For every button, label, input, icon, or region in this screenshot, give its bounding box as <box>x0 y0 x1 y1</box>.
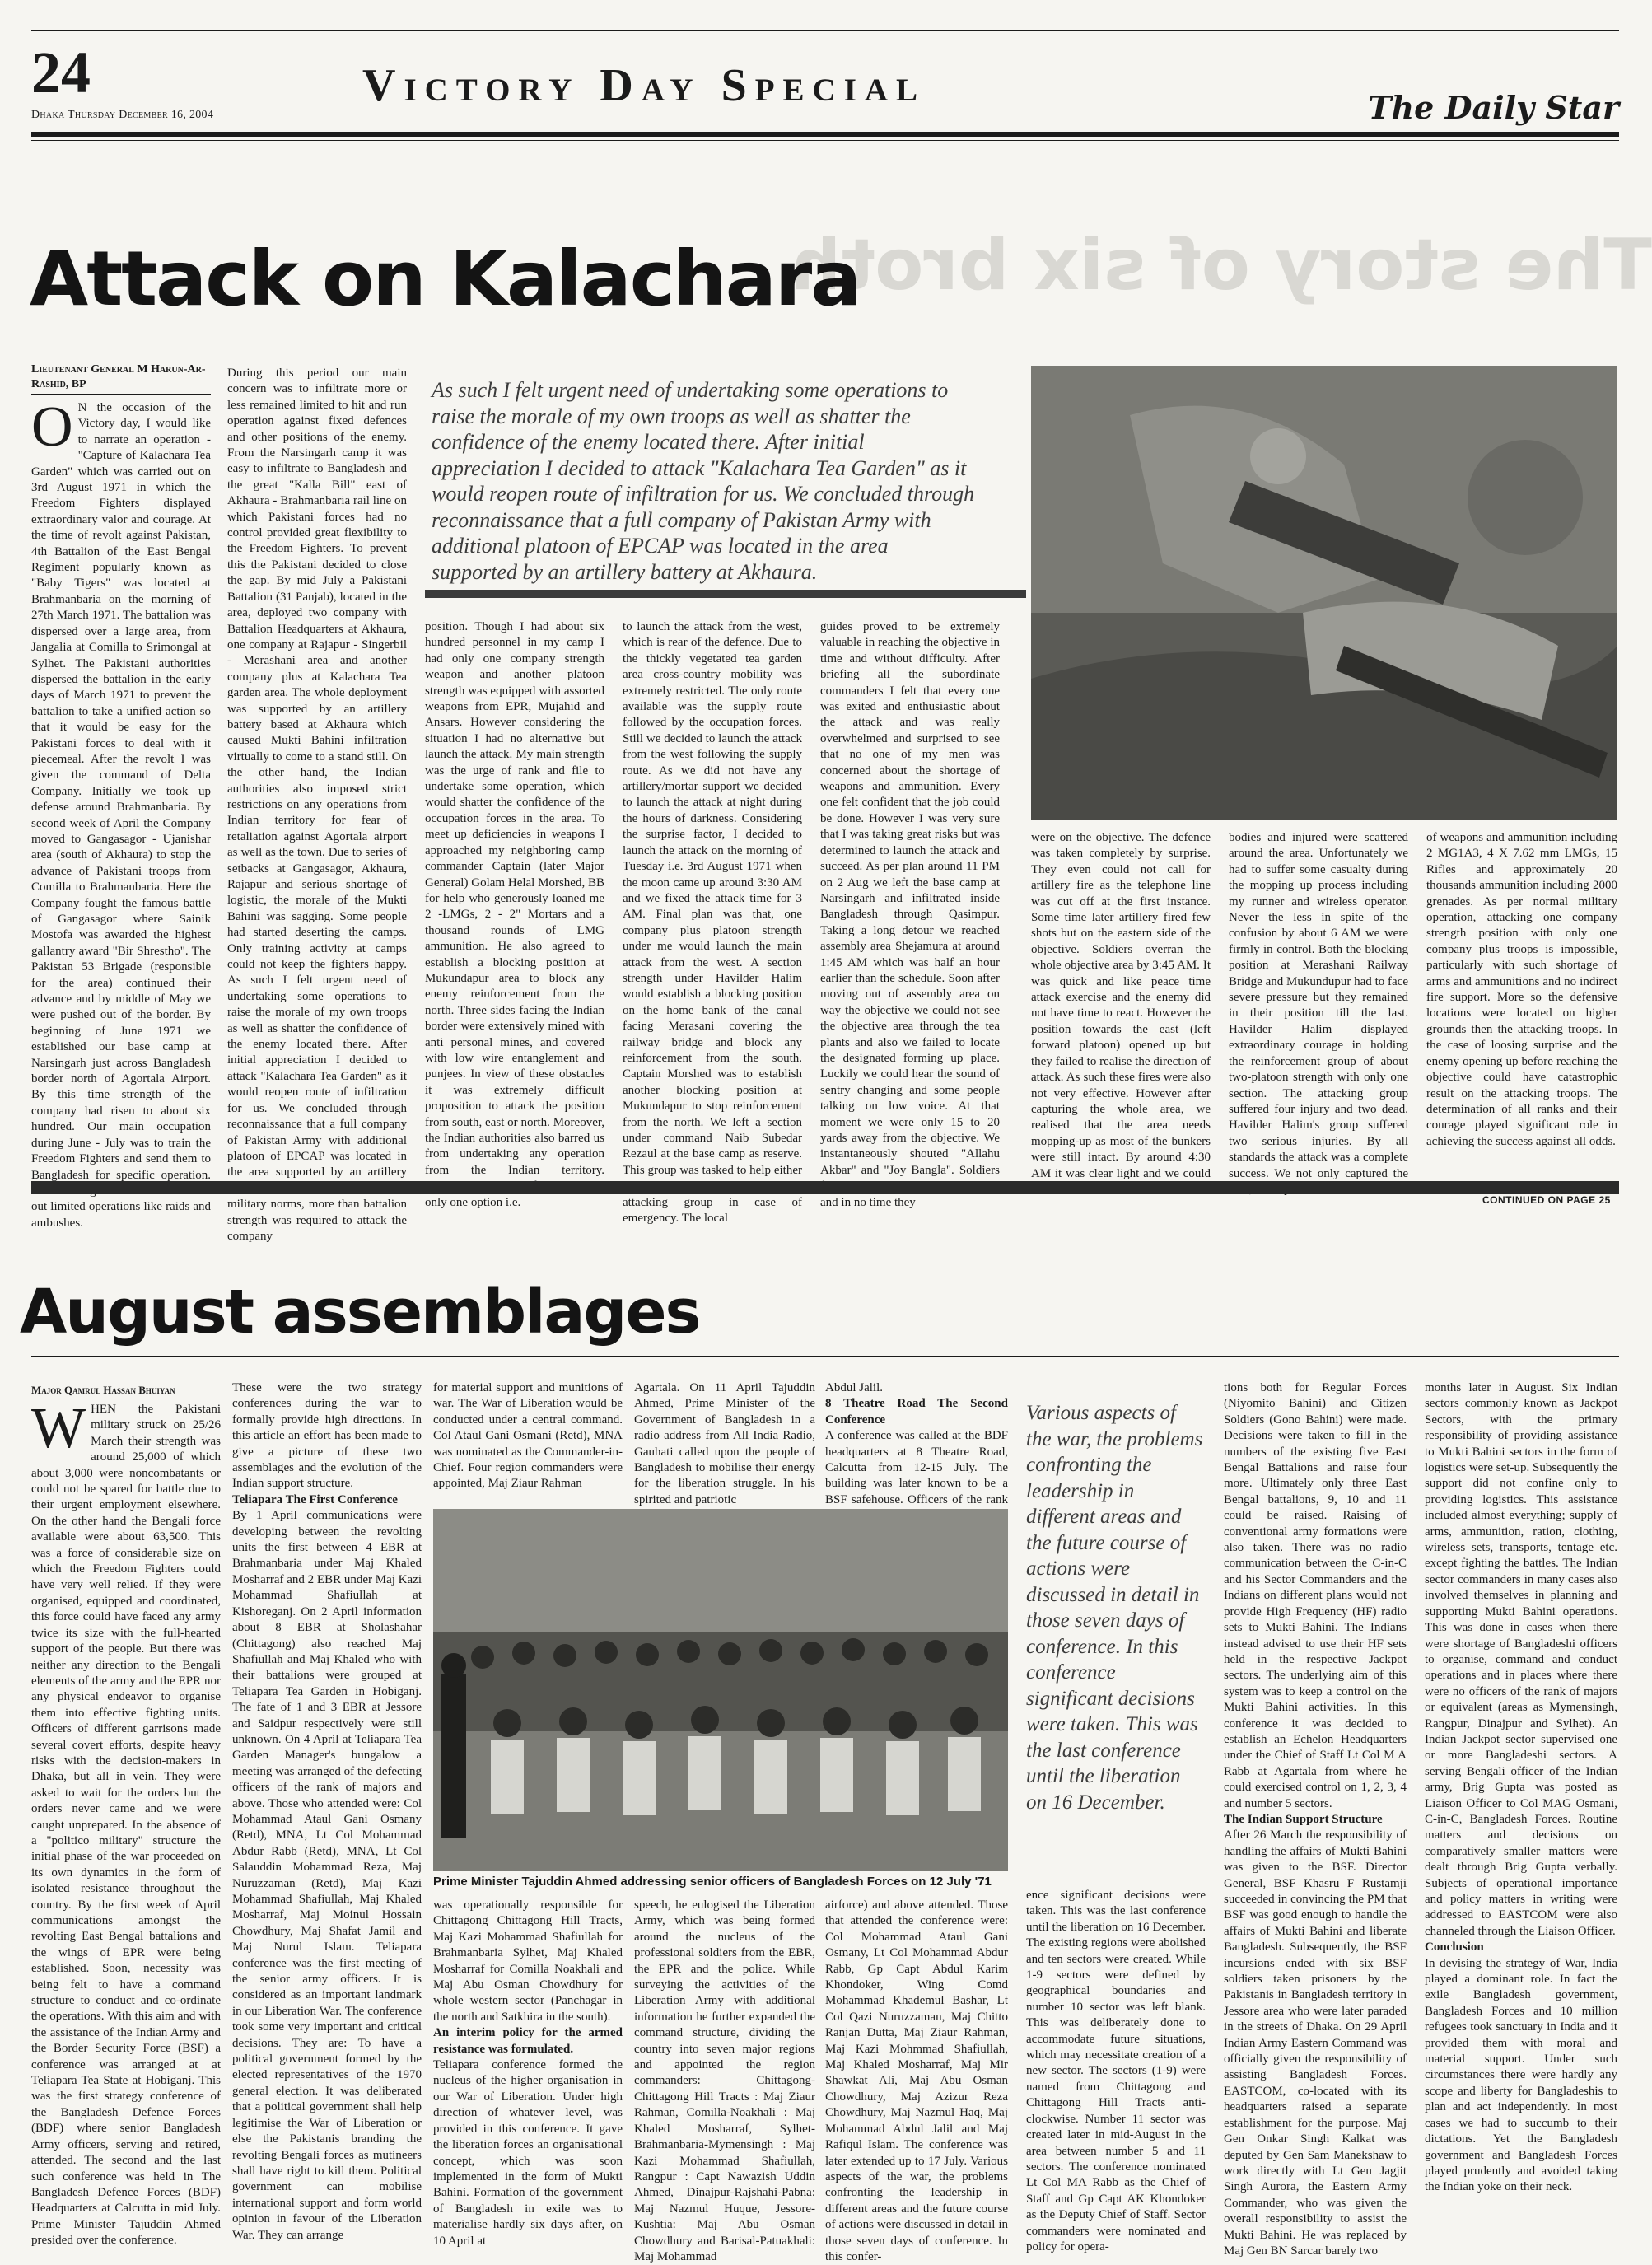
drop-cap: O <box>31 395 73 459</box>
subheading: Teliapara The First Conference <box>232 1492 398 1506</box>
article-column-4-bottom <box>634 1898 815 2263</box>
article-text: ence significant decisions were taken. This was the last conference until the liberation on 16 December. The existing regions were abolished and ten sectors were created. While 1-9 sectors were defined by geographical boundaries and number 10 sector was left blank. This was deliberately done to accommodate future situations, which may necessitate creation of a new sector. The sectors (1-9) were named from Chittagong and Chittagong Hill Tracts anti-clockwise. Number 11 sector was created later in mid-August in the area between number 5 and 11 sectors. The conference nominated Lt Col MA Rabb as the Chief of Staff and Gp Capt AK Khondoker as the Deputy Chief of Staff. Sector commanders were nominated and policy for opera- <box>1026 1889 1206 2253</box>
page-number: 24 <box>31 40 91 105</box>
article-text: bodies and injured were scattered around the area. Unfortunately we had to suffer some casualty during the mopping up process including my runner and wireless operator. Never the less in spite of the confusion by about 6 AM we were firmly in control. Both the blocking position at Merashani Railway Bridge and Mukundupur had to face severe pressure but they remained in their position till the last. Havilder Halim displayed extraordinary courage in holding the reinforcement group of about two-platoon strength with only one section. The attacking group suffered four injury and two dead. Havilder Halim's group suffered two serious injuries. By all standards the attack was a complete success. We not only captured the <box>1229 831 1408 1180</box>
article-column-2 <box>227 366 407 1243</box>
article-column-6 <box>1031 830 1211 1207</box>
conference-photo <box>433 1509 1008 1871</box>
article-text: After 26 March the responsibility of handling the affairs of Mukti Bahini was given to the BSF. Director General, BSF Khasru F Rustamji succeeded in convincing the PM that BSF was good enough to handle the affairs of Mukti Bahini and liberate Bangladesh. Subsequently, the BSF incursions ended with six BSF soldiers taken prisoners by the Pakistanis in Bangladesh territory in Jessore area who were later paraded in the streets of Dhaka. On 29 April Indian Army Eastern Command was officially given the responsibility of assisting Bangladesh Forces. EASTCOM, co-located with its headquarters raised a separate establishment for the purpose. Maj Gen Onkar Singh Kalkat was deputed by Gen Sam Manekshaw to work directly with Lt Gen Jagjit Singh Aurora, the Eastern Army Commander, who was given the overall responsibility to assist the Mukti Bahini. He was replaced by Maj Gen BN Sarcar barely two <box>1224 1828 1407 2258</box>
article-column-5-bottom <box>825 1898 1008 2263</box>
article-text: Abdul Jalil. <box>825 1381 883 1394</box>
article-text: By 1 April communications were developing between the revolting units the first between 4 EBR at Brahmanbaria under Maj Khaled Mosharraf and 2 EBR under Maj Kazi Mohammad Shafiullah at Kishoreganj. On 2 April information about 8 EBR at Sholashahar (Chittagong) also reached Maj Shafiullah and Maj Khaled who with their battalions were grouped at Teliapara Tea Garden in Hobiganj. The fate of 1 and 3 EBR at Jessore and Saidpur respectively were still unknown. On 4 April at Teliapara Tea Garden Manager's bungalow a meeting was arranged of the defecting officers of the rank of majors and above. Those who attended were: Col Mohammad Ataul Gani Osmany (Retd), MNA, Lt Col Mohammad Abdur Rabb (Retd), MNA, Lt Col Salauddin Mohammad Reza, Maj Nuruzzaman (Retd), Maj Kazi Mohammad Shafiullah, Maj Khaled Mosharraf, Maj Moinul Hossain Chowdhury, Maj Shafat Jamil and Maj Nurul Islam. Teliapara conference was the first meeting of the senior army officers. It is considered as an important landmark in our Liberation War. The conference took some very important and critical decisions. They are: To have a political government formed by the elected representatives of the 1970 general election. It was deliberated that a political government shall help legitimise the War of Liberation or else the Pakistanis branding the revolting Bengali forces as mutineers shall have right to kill them. Political government can mobilise international support and form world opinion in favour of the Liberation War. They can arrange <box>232 1509 422 2242</box>
subheading: An interim policy for the armed resistance was formulated. <box>433 2026 623 2056</box>
bleed-through-headline: The story of six broth <box>791 224 1652 306</box>
article-text: A conference was called at the BDF headquarters at 8 Theatre Road, Calcutta from 12-15 July. The building was later known to be a BSF safehouse. Officers of the rank <box>825 1429 1008 1506</box>
article-text: to launch the attack from the west, which is rear of the defence. Due to the thickly vegetated tea garden area cross-country mobility was extremely restricted. The only route available was the supply route followed by the occupation forces. Still we decided to launch the attack from the west following the supply route. As we did not have any artillery/mortar support we decided to launch the attack at night during the hours of darkness. Considering the surprise factor, I decided to launch the attack on the morning of Tuesday i.e. 3rd August 1971 when the moon came up around 3:30 AM and we fixed the attack time for 3 AM. Final plan was that, one company plus platoon strength under me would launch the main attack from the west. A section strength under Havilder Halim would establish a blocking position on the home bank of the canal facing Merasani covering the railway bridge and block any reinforcement from the south. Captain Morshed was to establish another blocking position at Mukundapur to stop reinforcement from the north. We left a section under command Naib Subedar Rezaul at the base camp as reserve. This group was tasked to help either attacking group in case of emergency. The local <box>623 620 802 1226</box>
byline-rule <box>31 394 211 395</box>
article-text: During this period our main concern was to infiltrate more or less remained limited to hit and run operation against fixed defences and other positions of the enemy. From the Narsingarh camp it was easy to infiltrate to Bangladesh and the great "Kalla Bill" east of Akhaura - Brahmanbaria rail line on which Pakistani forces had no control provided great flexibility to the Freedom Fighters. To prevent this the Pakistani decided to close the gap. By mid July a Pakistani Battalion (31 Panjab), located in the area, deployed two company with Battalion Headquarters at Akhaura, one company at Rajapur - Singerbil - Merashani area and another company plus at Kalachara Tea garden area. The whole deployment was supported by an artillery battery based at Akhaura which caused Mukti Bahini infiltration virtually to come to a stand still. On the other hand, the Indian authorities also imposed strict restrictions on any operations from Indian territory for fear of retaliation against Agortala airport as well as the town. Due to series of setbacks at Gangasagor, Akhaura, Rajapur and serious shortage of logistic, the morale of the Mukti Bahini was sagging. Some people had started deserting the camps. Only training activity at camps could not keep the fighters happy. As such I felt urgent need of undertaking some operations to raise the morale of my own troops as well as shatter the confidence of the enemy located there. After initial appreciation I decided to attack "Kalachara Tea Garden" as it would reopen route of infiltration for us. We concluded through reconnaissance that a full company of Pakistan Army with additional platoon of EPCAP was located in the area supported by an artillery military norms, more than battalion strength was required to attack the company <box>227 367 407 1243</box>
battlefield-photo <box>1031 366 1617 820</box>
article-text: These were the two strategy conferences during the war to formally provide high directions. In this article an effort has been made to give a picture of these two assemblages and the evolution of the Indian support structure. <box>232 1381 422 1491</box>
byline: Lieutenant General M Harun-Ar-Rashid, BP <box>31 363 206 390</box>
top-rule <box>31 30 1619 31</box>
article-text: N the occasion of the Victory day, I would like to narrate an operation - "Capture of Kalachara Tea Garden" which was carried out on 3rd August 1971 in which the Freedom Fighters displayed extraordinary valor and courage. At the time of revolt against Pakistan, 4th Battalion of the East Bengal Regiment popularly known as "Baby Tigers" was located at Brahmanbaria on the morning of 27th March 1971. The battalion was dispersed over a large area, from Jangalia at Comilla to Srimongal at Sylhet. The Pakistani authorities dispersed the battalion in the early days of March 1971 to prevent the battalion to take a unified action so that it would be easy for the Pakistani forces to deal with it piecemeal. After the revolt I was given the command of Delta Company. Initially we took up defense around Brahmanbaria. By second week of April the Company moved to Gangasagor - Ujanishar area (south of Akhaura) to stop the advance of Pakistani troops from Comilla to Brahmanbaria. Here the Company fought the famous battle of Gangasagor where Sainik Mostofa was awarded the highest gallantry award "Bir Shrestho". The Pakistan 53 Brigade (responsible for the area) continued their advance and by middle of May we were pushed out of the border. By beginning of June 1971 we established our base camp at Narsingarh just across Bangladesh border north of Agortala Airport. By this time strength of the company had risen to about six hundred. Our main occupation during June - July was to train the Freedom Fighters and send them to Bangladesh for specific operation. out limited operations like raids and ambushes. <box>31 401 211 1230</box>
article-text: In devising the strategy of War, India played a dominant role. In fact the exile Bangladesh government, Bangladesh Forces and 10 million refugees took sanctuary in India and it provided them with moral and material support. Under such circumstances there were hardly any scope and liberty for Bangladeshis to plan and act independently. In most cases we had to succumb to their dictations. Yet the Bangladesh government and Bangladesh Forces played prudently and avoided taking the Indian yoke on their neck. <box>1425 1956 1617 2194</box>
article-column-3-top <box>433 1380 623 1491</box>
article-text: was operationally responsible for Chittagong Chittagong Hill Tracts, Maj Kazi Mohammad Shafiullah for Brahmanbaria Sylhet, Maj Khaled Mosharraf for Comilla Noakhali and Maj Abu Osman Chowdhury for whole western sector (Panchagar in the north and Satkhira in the south). <box>433 1898 623 2024</box>
section-banner: Victory Day Special <box>362 60 926 111</box>
article-column-2 <box>232 1380 422 2250</box>
pull-quote: As such I felt urgent need of undertaking some operations to raise the morale of my own troops as well as shatter the confidence of the enemy located there. After initial appreciation I decided to attack "Kalachara Tea Garden" as it would reopen route of infiltration for us. We concluded through reconnaissance that a full company of Pakistan Army with additional platoon of EPCAP was located in the area supported by an artillery battery at Akhaura. <box>432 378 975 584</box>
article-column-7 <box>1224 1380 1407 2258</box>
officers-meeting-image <box>433 1509 1008 1871</box>
pull-quote-rule <box>425 590 1026 598</box>
article-text: for material support and munitions of war. The War of Liberation would be conducted under a central command. Col Ataul Gani Osmani (Retd), MNA was nominated as the Commander-in-Chief. Four region commanders were appointed, Maj Ziaur Rahman <box>433 1381 623 1491</box>
article-text: Agartala. On 11 April Tajuddin Ahmed, Prime Minister of the Government of Bangladesh in a radio address from All India Radio, Gauhati called upon the people of Bangladesh to mobilise their energy for the liberation struggle. In his spirited and patriotic <box>634 1381 815 1506</box>
article-column-3 <box>425 619 604 1207</box>
article-headline: August assemblages <box>20 1277 700 1347</box>
article-column-4-top <box>634 1380 815 1506</box>
soldiers-image <box>1031 366 1617 820</box>
article-headline: Attack on Kalachara <box>30 235 861 323</box>
subheading: The Indian Support Structure <box>1224 1812 1383 1826</box>
article-column-8 <box>1426 830 1617 1189</box>
article-column-1 <box>31 395 211 1230</box>
article-column-5-top <box>825 1380 1008 1506</box>
article-column-6-bottom <box>1026 1888 1206 2253</box>
article-text: airforce) and above attended. Those that attended the conference were: Col Mohammad Ataul Gani Osmany, Lt Col Mohammad Abdur Rabb, Gp Capt Abdul Karim Khondoker, Wing Comd Mohammad Khademul Bashar, Lt Col Qazi Nuruzzaman, Maj Chitto Ranjan Dutta, Maj Ziaur Rahman, Maj Kazi Mohmmad Shafiullah, Maj Khaled Mosharraf, Maj Mir Shawkat Ali, Maj Abu Osman Chowdhury, Maj Azizur Reza Chowdhury, Maj Nazmul Haq, Maj Mohammad Abdul Jalil and Maj Rafiqul Islam. The conference was later extended up to 17 July. Various aspects of the war, the problems confronting the leadership in different areas and the future course of actions were discussed in detail in those seven days of conference. In this confer- <box>825 1898 1008 2263</box>
article-column-1 <box>31 1397 221 2250</box>
dateline: Dhaka Thursday December 16, 2004 <box>31 109 214 121</box>
article-text: Teliapara conference formed the nucleus of the higher organisation in our War of Liberation. Under high direction of whatever level, was provided in this conference. It gave the liberation forces an organisational concept, which was soon implemented in the form of Mukti Bahini. Formation of the government of Bangladesh in exile was to materialise hardly six days after, on 10 April at <box>433 2058 623 2248</box>
photo-caption: Prime Minister Tajuddin Ahmed addressing senior officers of Bangladesh Forces on 12 July '71 <box>433 1875 992 1889</box>
article-text: months later in August. Six Indian sectors commonly known as Jackpot Sectors, with the primary responsibility of providing assistance to Mukti Bahini sectors in the form of logistics were set-up. Subsequently the support did not confine only to providing logistics. This assistance included almost everything; supply of arms, ammunition, ration, clothing, wireless sets, transports, tentage etc. except fighting the battles. The Indian sector commanders in many cases also involved themselves in planning and supporting Mukti Bahini operations. This was done in cases when there were shortage of Bangladeshi officers to organise, command and conduct operations and in places where there were no officers of the rank of majors or equivalent (areas as Mymensingh, Rangpur, Dinajpur and Sylhet). An Indian Jackpot sector supervised one or more Bangladeshi sectors. A serving Bengali officer of the Indian army, Brig Gupta was posted as Liaison Officer to Col MAG Osmani, C-in-C, Bangladesh Forces. Routine matters and decisions on comparatively smaller matters were dealt through Brig Gupta verbally. Subjects of operational importance and policy matters in writing were addressed to EASTCOM were also channeled through the Liaison Officer. <box>1425 1381 1617 1938</box>
masthead-logo: The Daily Star <box>1368 89 1619 126</box>
article-column-5 <box>820 619 1000 1207</box>
article-column-8 <box>1425 1380 1617 2250</box>
article-column-4 <box>623 619 802 1226</box>
header-rule-thin <box>31 140 1619 141</box>
article-text: position. Though I had about six hundred personnel in my camp I had only one company strength weapon and another platoon strength was equipped with assorted weapons from EPR, Mujahid and Ansars. However considering the situation I had no alternative but launch the attack. My main strength was the urge of rank and file to undertake some operation, which would shatter the confidence of the occupation forces in the area. To meet up deficiencies in weapons I approached my neighboring camp commander Captain (later Major General) Golam Helal Morshed, BB for help who generously loaned me 2 -LMGs, 2 - 2" Mortars and a thousand rounds of LMG ammunition. He also agreed to establish a blocking position at Mukundapur area to block any enemy reinforcement from the north. Three sides facing the Indian border were extensively mined with anti personal mines, and covered with low wire entanglement and punjees. In view of these obstacles it was extremely difficult proposition to attack the position from south, east or north. Moreover, the Indian authorities also barred us from undertaking any operation from the Indian territory. only one option i.e. <box>425 620 604 1209</box>
byline: Major Qamrul Hassan Bhuiyan <box>31 1384 175 1396</box>
drop-cap: W <box>31 1397 86 1460</box>
article-text: guides proved to be extremely valuable in reaching the objective in time and without difficulty. After briefing all the subordinate commanders I felt that every one was exited and enthusiastic about the attack and was really overwhelmed and surprised to see that no one of my men was concerned about the shortage of weapons and ammunition. Every one felt confident that the job could be done. However I was very sure that I was taking great risks but was determined to launch the attack and succeed. As per plan around 11 PM on 2 Aug we left the base camp at Narsingarh and infiltrated inside Bangladesh through Qasimpur. Taking a long detour we reached assembly area Shejamura at around 1:45 AM which was half an hour earlier than the schedule. Soon after moving out of assembly area on way the objective we could not see the objective area through the tea plants and also we failed to locate the designated forming up place. Luckily we could hear the sound of sentry changing and some people talking on low voice. At that moment we were only 15 to 20 yards away from the objective. We instantaneously shouted "Allahu Akbar" and "Joy Bangla". Soldiers and in no time they <box>820 620 1000 1209</box>
continued-notice: CONTINUED ON PAGE 25 <box>1482 1194 1611 1206</box>
section-divider <box>31 1181 1619 1194</box>
pull-quote: Various aspects of the war, the problems confronting the leadership in different areas and the future course of actions were discussed in detail in those seven days of conference. In this conference significant decisions were taken. This was the last conference until the liberation on 16 December. <box>1026 1402 1203 1814</box>
subheading: Conclusion <box>1425 1940 1484 1954</box>
header-rule-thick <box>31 132 1619 137</box>
article-text: of weapons and ammunition including 2 MG1A3, 4 X 7.62 mm LMGs, 15 Rifles and approximately 20 thousands ammunition including 2000 grenades. As per normal military operation, attacking one company strength position with only one company plus troops is impossible, particularly with such shortage of arms and ammunitions and no indirect fire support. More so the defensive locations were located on higher grounds then the attacking troops. In the case of loosing surprise and the enemy opening up before reaching the objective could have catastrophic result on the attacking troops. The determination of all ranks and their courage played significant role in achieving the success against all odds. <box>1426 831 1617 1148</box>
article-text: HEN the Pakistani military struck on 25/26 March their strength was around 25,000 of which about 3,000 were noncombatants or could not be spared for battle due to their urgent employment elsewhere. On the other hand the Bengali force available were about 63,500. This was a force of considerable size on which the Freedom Fighters could have very well relied. If they were organised, equipped and coordinated, this force could have faced any army twice its size with the full-hearted support of the people. But there was neither any direction to the Bengali elements of the army and the EPR nor any physical endeavor to organise them into effective fighting units. Officers of different garrisons made several covert efforts, despite heavy risks with the decision-makers in Dhaka, but all in vein. They were asked to wait for the orders but the orders never came and we were caught unprepared. In the absence of a "politico military" structure the initial phase of the war proceeded on its own dynamics in the form of isolated resistance throughout the country. By the first week of April communications amongst the revolting East Bengal battalions and the wings of EPR were being established. Soon, necessity was being felt to have a command structure to conduct and co-ordinate the operations. With this aim and with the assistance of the Indian Army and the Border Security Force (BSF) a conference was arranged at at Teliapara Tea State at Hobiganj. This was the first strategy conference of the Bangladesh Defence Forces (BDF) where senior Bangladesh Army officers, serving and retired, attended. The second and the last such conference was held in The Bangladesh Defence Forces (BDF) Headquarters at Calcutta in mid July. Prime Minister Tajuddin Ahmed presided over the conference. <box>31 1403 221 2248</box>
article-column-3-bottom <box>433 1898 623 2250</box>
article-text: were on the objective. The defence was taken completely by surprise. They even could not call for artillery fire as the telephone line was cut off at the first instance. Some time later artillery fired few shots but on the eastern side of the objective. Soldiers overran the whole objective area by 3:45 AM. It was quick and like peace time attack exercise and the enemy did not have time to react. However the position towards the east (left forward platoon) opened up but they failed to realise the direction of attack. As such these fires were also not very effective. However after capturing the whole area, we realised that the area needs mopping-up as most of the bunkers were still intact. By around 4:30 AM it was clear light and we could <box>1031 831 1211 1180</box>
headline-rule <box>31 1356 1619 1357</box>
article-text: speech, he eulogised the Liberation Army, which was being formed around the nucleus of the professional soldiers from the EBR, the EPR and the police. While surveying the activities of the Liberation Army with additional information he further expanded the command structure, dividing the country into seven major regions and appointed the region commanders: Chittagong-Chittagong Hill Tracts : Maj Ziaur Rahman, Comilla-Noakhali : Maj Khaled Mosharraf, Sylhet-Brahmanbaria-Mymensingh : Maj Kazi Mohammad Shafiullah, Rangpur : Capt Nawazish Uddin Ahmed, Dinajpur-Rajshahi-Pabna: Maj Nazmul Huque, Jessore-Kushtia: Maj Abu Osman Chowdhury and Barisal-Patuakhali: Maj Mohammad <box>634 1898 815 2263</box>
article-column-7 <box>1229 830 1408 1207</box>
article-text: tions both for Regular Forces (Niyomito Bahini) and Citizen Soldiers (Gono Bahini) were made. Decisions were taken to fill in the numbers of the existing five East Bengal Battalions and raise four more. Ultimately only three East Bengal battalions, 9, 10 and 11 could be raised. Raising of conventional army formations were also taken. There was no radio communication between the C-in-C and his Sector Commanders and the Indians on different plans would not provide High Frequency (HF) radio sets to Mukti Bahini. The Indians instead advised to use their HF sets held in the respective Jackpot sectors. The underlying aim of this system was to keep a control on the Mukti Bahini activities. In this conference it was decided to establish an Echelon Headquarters under the Chief of Staff Lt Col M A Rabb at Agartala from where he could exercised control on 1, 2, 3, 4 and number 5 sectors. <box>1224 1381 1407 1810</box>
subheading: 8 Theatre Road The Second Conference <box>825 1397 1008 1427</box>
